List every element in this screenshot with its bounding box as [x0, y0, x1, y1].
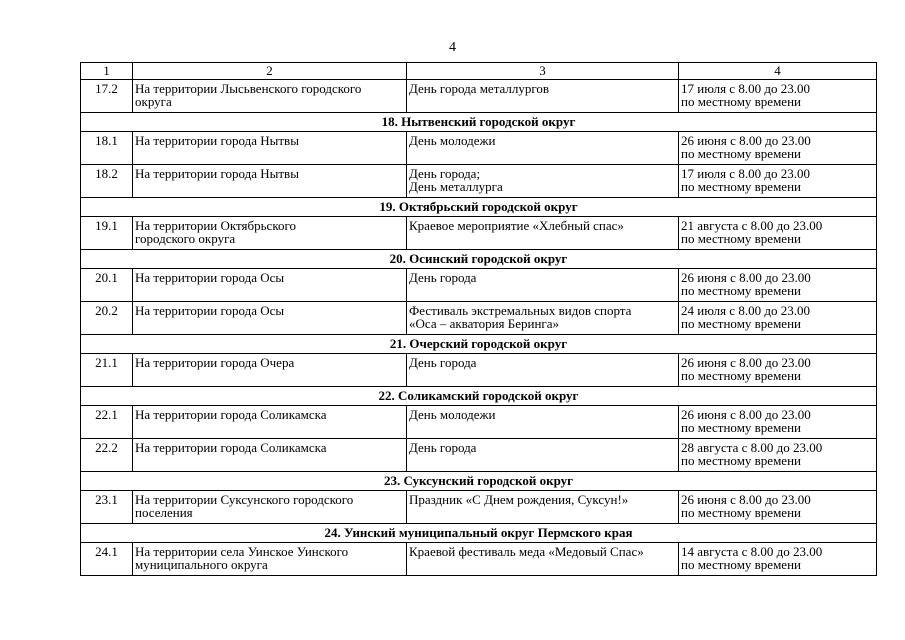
event-cell	[407, 217, 679, 250]
time-line: по местному времени	[681, 94, 801, 109]
territory-line: поселения	[135, 505, 193, 520]
table-row	[81, 354, 877, 387]
time-line: по местному времени	[681, 283, 801, 298]
territory-line: муниципального округа	[135, 557, 268, 572]
table-row	[81, 543, 877, 576]
territory-cell	[133, 217, 407, 250]
time-line: по местному времени	[681, 505, 801, 520]
section-header-row	[81, 472, 877, 491]
section-title: 18. Нытвенский городской округ	[81, 113, 877, 132]
territory-cell	[133, 543, 407, 576]
section-header-row	[81, 113, 877, 132]
territory-line: На территории города Очера	[135, 355, 295, 370]
event-cell	[407, 165, 679, 198]
events-table-body	[81, 63, 877, 576]
event-cell	[407, 439, 679, 472]
table-row	[81, 302, 877, 335]
time-line: 21 августа с 8.00 до 23.00	[681, 218, 823, 233]
territory-line: На территории Лысьвенского городского	[135, 81, 362, 96]
section-title: 23. Суксунский городской округ	[81, 472, 877, 491]
event-line: День города	[409, 355, 477, 370]
row-number: 20.2	[81, 302, 133, 335]
territory-cell	[133, 302, 407, 335]
time-line: по местному времени	[681, 179, 801, 194]
section-title: 22. Соликамский городской округ	[81, 387, 877, 406]
time-line: по местному времени	[681, 453, 801, 468]
territory-cell	[133, 354, 407, 387]
event-cell	[407, 302, 679, 335]
territory-cell	[133, 80, 407, 113]
time-line: 26 июня с 8.00 до 23.00	[681, 492, 811, 507]
time-line: 26 июня с 8.00 до 23.00	[681, 133, 811, 148]
time-line: по местному времени	[681, 146, 801, 161]
time-line: по местному времени	[681, 420, 801, 435]
event-line: День города металлургов	[409, 81, 550, 96]
territory-line: городского округа	[135, 231, 236, 246]
event-line: День молодежи	[409, 407, 496, 422]
territory-cell	[133, 439, 407, 472]
territory-line: На территории города Соликамска	[135, 440, 327, 455]
time-cell	[679, 354, 877, 387]
time-line: 14 августа с 8.00 до 23.00	[681, 544, 823, 559]
event-line: Фестиваль экстремальных видов спорта	[409, 303, 632, 318]
table-row	[81, 491, 877, 524]
table-row	[81, 217, 877, 250]
event-cell	[407, 269, 679, 302]
row-number: 20.1	[81, 269, 133, 302]
section-title: 19. Октябрьский городской округ	[81, 198, 877, 217]
header-cell-2: 2	[133, 63, 407, 80]
row-number: 19.1	[81, 217, 133, 250]
territory-cell	[133, 491, 407, 524]
section-title: 21. Очерский городской округ	[81, 335, 877, 354]
territory-line: округа	[135, 94, 172, 109]
section-header-row	[81, 524, 877, 543]
territory-line: На территории города Нытвы	[135, 133, 299, 148]
time-cell	[679, 165, 877, 198]
time-line: по местному времени	[681, 231, 801, 246]
event-cell	[407, 354, 679, 387]
time-cell	[679, 491, 877, 524]
territory-line: На территории города Осы	[135, 270, 285, 285]
event-line: День молодежи	[409, 133, 496, 148]
time-cell	[679, 543, 877, 576]
event-cell	[407, 80, 679, 113]
event-line: Краевое мероприятие «Хлебный спас»	[409, 218, 624, 233]
section-header-row	[81, 250, 877, 269]
territory-line: На территории города Нытвы	[135, 166, 299, 181]
time-line: 26 июня с 8.00 до 23.00	[681, 270, 811, 285]
time-line: 26 июня с 8.00 до 23.00	[681, 407, 811, 422]
time-cell	[679, 132, 877, 165]
territory-line: На территории Октябрьского	[135, 218, 296, 233]
row-number: 17.2	[81, 80, 133, 113]
table-row	[81, 269, 877, 302]
header-cell-4: 4	[679, 63, 877, 80]
time-line: 24 июля с 8.00 до 23.00	[681, 303, 810, 318]
page-number: 4	[449, 40, 456, 55]
table-row	[81, 132, 877, 165]
event-cell	[407, 132, 679, 165]
table-row	[81, 406, 877, 439]
event-cell	[407, 406, 679, 439]
time-cell	[679, 269, 877, 302]
time-line: по местному времени	[681, 368, 801, 383]
territory-line: На территории города Соликамска	[135, 407, 327, 422]
time-cell	[679, 439, 877, 472]
territory-line: На территории Суксунского городского	[135, 492, 354, 507]
territory-cell	[133, 406, 407, 439]
header-row	[81, 63, 877, 80]
row-number: 24.1	[81, 543, 133, 576]
event-line: День города	[409, 270, 477, 285]
event-line: Праздник «С Днем рождения, Суксун!»	[409, 492, 629, 507]
event-line: Краевой фестиваль меда «Медовый Спас»	[409, 544, 644, 559]
row-number: 18.2	[81, 165, 133, 198]
section-header-row	[81, 198, 877, 217]
event-line: День города;	[409, 166, 481, 181]
territory-cell	[133, 269, 407, 302]
event-cell	[407, 543, 679, 576]
table-row	[81, 439, 877, 472]
row-number: 21.1	[81, 354, 133, 387]
row-number: 22.2	[81, 439, 133, 472]
time-line: 28 августа с 8.00 до 23.00	[681, 440, 823, 455]
section-title: 24. Уинский муниципальный округ Пермского края	[81, 524, 877, 543]
table-row	[81, 165, 877, 198]
section-header-row	[81, 335, 877, 354]
territory-line: На территории села Уинское Уинского	[135, 544, 349, 559]
row-number: 22.1	[81, 406, 133, 439]
time-line: 17 июля с 8.00 до 23.00	[681, 81, 810, 96]
territory-cell	[133, 165, 407, 198]
event-line: «Оса – акватория Беринга»	[409, 316, 560, 331]
section-title: 20. Осинский городской округ	[81, 250, 877, 269]
event-line: День металлурга	[409, 179, 503, 194]
time-line: 17 июля с 8.00 до 23.00	[681, 166, 810, 181]
section-header-row	[81, 387, 877, 406]
time-cell	[679, 406, 877, 439]
row-number: 18.1	[81, 132, 133, 165]
row-number: 23.1	[81, 491, 133, 524]
time-cell	[679, 80, 877, 113]
time-line: по местному времени	[681, 316, 801, 331]
time-cell	[679, 302, 877, 335]
territory-line: На территории города Осы	[135, 303, 285, 318]
header-cell-3: 3	[407, 63, 679, 80]
time-line: по местному времени	[681, 557, 801, 572]
event-cell	[407, 491, 679, 524]
territory-cell	[133, 132, 407, 165]
header-cell-1: 1	[81, 63, 133, 80]
table-row	[81, 80, 877, 113]
time-cell	[679, 217, 877, 250]
time-line: 26 июня с 8.00 до 23.00	[681, 355, 811, 370]
events-table	[80, 62, 877, 576]
event-line: День города	[409, 440, 477, 455]
